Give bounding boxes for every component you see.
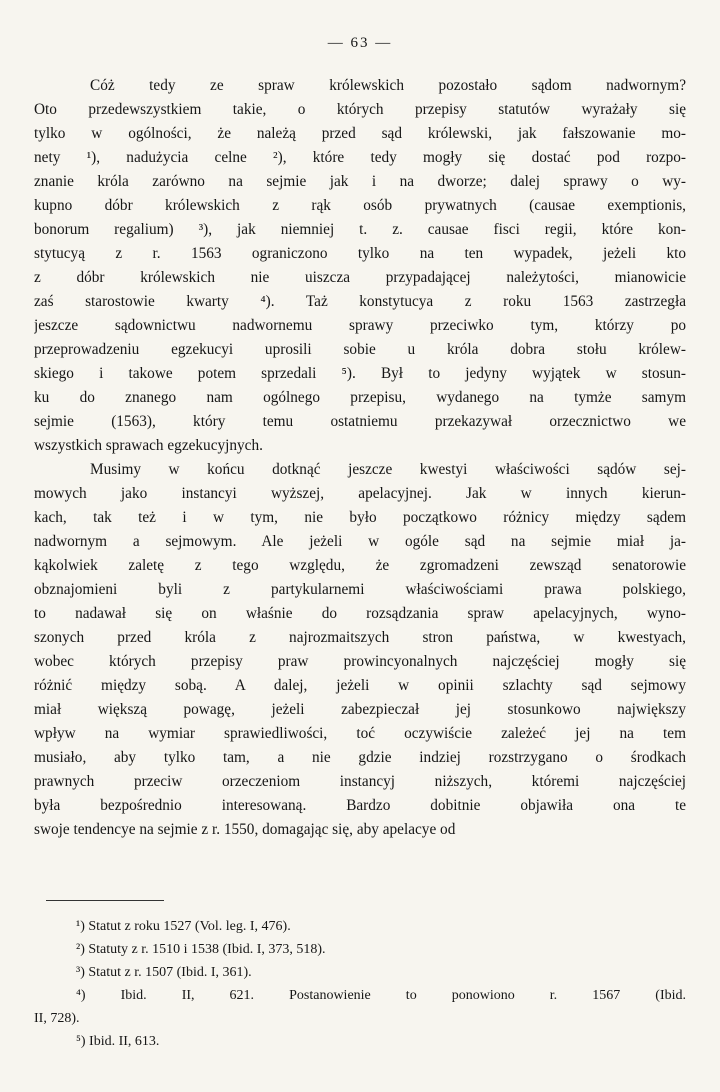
text-line: różnić między sobą. A dalej, jeżeli w opinii szlachty sąd sejmowy xyxy=(34,677,686,694)
text-line: skiego i takowe potem sprzedali ⁵). Był to jedyny wyjątek w stosun- xyxy=(34,365,686,382)
footnotes xyxy=(34,915,686,1053)
footnote-line: II, 728). xyxy=(34,1011,80,1026)
text-line: z dóbr królewskich nie uiszcza przypadającej należytości, mianowicie xyxy=(34,269,686,286)
page-number: — 63 — xyxy=(327,35,393,51)
text-line: Cóż tedy ze spraw królewskich pozostało sądom nadwornym? xyxy=(90,77,686,94)
text-line: musiało, aby tylko tam, a nie gdzie indziej rozstrzygano o środkach xyxy=(34,749,686,766)
text-line: kach, tak też i w tym, nie było początkowo różnicy między sądem xyxy=(34,509,686,526)
text-line: zaś starostowie kwarty ⁴). Taż konstytucya z roku 1563 zastrzegła xyxy=(34,293,686,310)
text-line: sejmie (1563), który temu ostatniemu przekazywał orzecznictwo we xyxy=(34,413,686,430)
text-line: kupno dóbr królewskich z rąk osób prywatnych (causae exemptionis, xyxy=(34,197,686,214)
text-line: szonych przed króla z najrozmaitszych stron państwa, w kwestyach, xyxy=(34,629,686,646)
footnote-line: ²) Statuty z r. 1510 i 1538 (Ibid. I, 373, 518). xyxy=(76,942,326,957)
text-line: swoje tendencye na sejmie z r. 1550, domagając się, aby apelacye od xyxy=(34,821,456,838)
text-line: prawnych przeciw orzeczeniom instancyj niższych, któremi najczęściej xyxy=(34,773,686,790)
footnote-line: ⁵) Ibid. II, 613. xyxy=(76,1034,160,1049)
body-text xyxy=(34,74,686,842)
text-line: była bezpośrednio interesowaną. Bardzo dobitnie objawiła ona te xyxy=(34,797,686,814)
text-line: jeszcze sądownictwu nadwornemu sprawy przeciwko tym, którzy po xyxy=(34,317,686,334)
text-line: wszystkich sprawach egzekucyjnych. xyxy=(34,437,263,454)
text-line: Oto przedewszystkiem takie, o których przepisy statutów wyrażały się xyxy=(34,101,686,118)
text-line: wobec których przepisy praw prowincyonalnych najczęściej mogły się xyxy=(34,653,686,670)
text-line: znanie króla zarówno na sejmie jak i na dworze; dalej sprawy o wy- xyxy=(34,173,686,190)
text-line: nety ¹), nadużycia celne ²), które tedy mogły się dostać pod rozpo- xyxy=(34,149,686,166)
text-line: stytucyą z r. 1563 ograniczono tylko na ten wypadek, jeżeli kto xyxy=(34,245,686,262)
text-line: bonorum regalium) ³), jak niemniej t. z. causae fisci regii, które kon- xyxy=(34,221,686,238)
footnote-line: ⁴) Ibid. II, 621. Postanowienie to ponowiono r. 1567 (Ibid. xyxy=(76,988,686,1003)
text-line: ku do znanego nam ogólnego przepisu, wydanego na tymże samym xyxy=(34,389,686,406)
book-page xyxy=(34,34,686,1064)
text-line: miał większą powagę, jeżeli zabezpieczał jej stosunkowo największy xyxy=(34,701,686,718)
footnote-line: ¹) Statut z roku 1527 (Vol. leg. I, 476). xyxy=(76,919,291,934)
text-line: mowych jako instancyi wyższej, apelacyjnej. Jak w innych kierun- xyxy=(34,485,686,502)
text-line: kąkolwiek zaletę z tego względu, że zgromadzeni zewsząd senatorowie xyxy=(34,557,686,574)
footnote-line: ³) Statut z r. 1507 (Ibid. I, 361). xyxy=(76,965,252,980)
text-line: nadwornym a sejmowym. Ale jeżeli w ogóle sąd na sejmie miał ja- xyxy=(34,533,686,550)
text-line: tylko w ogólności, że należą przed sąd królewski, jak fałszowanie mo- xyxy=(34,125,686,142)
text-line: wpływ na wymiar sprawiedliwości, toć oczywiście zależeć jej na tem xyxy=(34,725,686,742)
footnote-separator xyxy=(46,900,164,901)
text-line: to nadawał się on właśnie do rozsądzania spraw apelacyjnych, wyno- xyxy=(34,605,686,622)
text-line: przeprowadzeniu egzekucyi uprosili sobie u króla dobra stołu królew- xyxy=(34,341,686,358)
text-line: Musimy w końcu dotknąć jeszcze kwestyi właściwości sądów sej- xyxy=(90,461,686,478)
text-line: obznajomieni byli z partykularnemi właściwościami prawa polskiego, xyxy=(34,581,686,598)
